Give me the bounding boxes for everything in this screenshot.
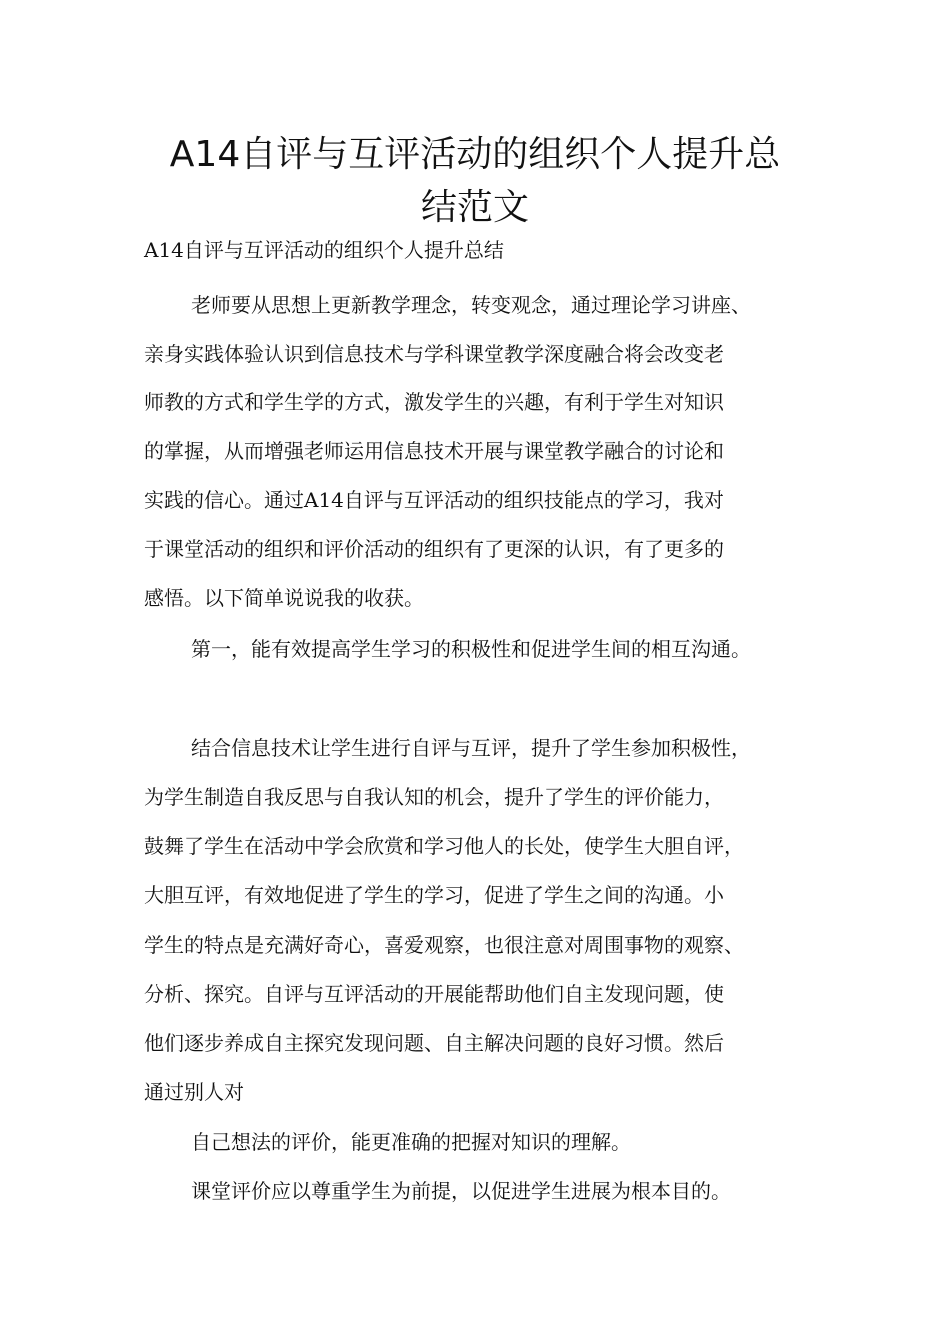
paragraph-line: 实践的信心。通过A14自评与互评活动的组织技能点的学习，我对 — [144, 488, 724, 512]
paragraph-line: 老师要从思想上更新教学理念，转变观念，通过理论学习讲座、 — [191, 293, 751, 317]
document-subtitle: A14自评与互评活动的组织个人提升总结 — [144, 238, 504, 262]
paragraph-line: 感悟。以下简单说说我的收获。 — [144, 586, 424, 610]
paragraph-line: 师教的方式和学生学的方式，激发学生的兴趣，有利于学生对知识 — [144, 390, 724, 414]
paragraph-line: 他们逐步养成自主探究发现问题、自主解决问题的良好习惯。然后 — [144, 1031, 724, 1055]
paragraph-line: 课堂评价应以尊重学生为前提，以促进学生进展为根本目的。 — [191, 1179, 731, 1203]
document-title-line-1: A14自评与互评活动的组织个人提升总 — [169, 134, 781, 175]
paragraph-line: 亲身实践体验认识到信息技术与学科课堂教学深度融合将会改变老 — [144, 342, 724, 366]
paragraph-line: 第一，能有效提高学生学习的积极性和促进学生间的相互沟通。 — [191, 637, 751, 661]
paragraph-line: 结合信息技术让学生进行自评与互评，提升了学生参加积极性， — [191, 736, 751, 760]
document-title-line-2: 结范文 — [420, 187, 529, 228]
paragraph-line: 的掌握，从而增强老师运用信息技术开展与课堂教学融合的讨论和 — [144, 439, 724, 463]
paragraph-line: 通过别人对 — [144, 1080, 244, 1104]
paragraph-line: 大胆互评，有效地促进了学生的学习，促进了学生之间的沟通。小 — [144, 883, 724, 907]
paragraph-line: 分析、探究。自评与互评活动的开展能帮助他们自主发现问题，使 — [144, 982, 724, 1006]
paragraph-line: 自己想法的评价，能更准确的把握对知识的理解。 — [191, 1130, 631, 1154]
paragraph-line: 鼓舞了学生在活动中学会欣赏和学习他人的长处，使学生大胆自评， — [144, 834, 744, 858]
paragraph-line: 为学生制造自我反思与自我认知的机会，提升了学生的评价能力， — [144, 785, 724, 809]
paragraph-line: 于课堂活动的组织和评价活动的组织有了更深的认识，有了更多的 — [144, 537, 724, 561]
paragraph-line: 学生的特点是充满好奇心，喜爱观察，也很注意对周围事物的观察、 — [144, 933, 744, 957]
